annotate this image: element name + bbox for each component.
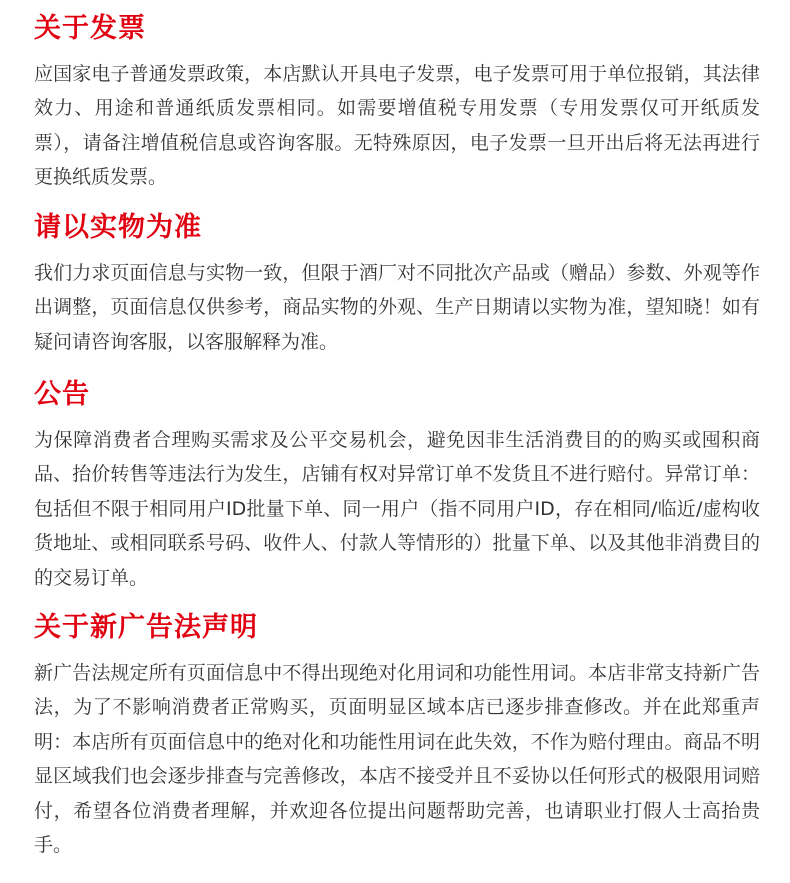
invoice-section xyxy=(34,12,760,195)
actual-product-section-body: 我们力求页面信息与实物一致，但限于酒厂对不同批次产品或（赠品）参数、外观等作出调整，页面信息仅供参考，商品实物的外观、生产日期请以实物为准，望知晓！如有疑问请咨询客服，以客服解释为准。 xyxy=(34,262,760,353)
actual-product-section-title: 请以实物为准 xyxy=(34,212,202,243)
announcement-section xyxy=(34,378,760,595)
ad-law-statement-section xyxy=(34,611,760,862)
ad-law-statement-section-title: 关于新广告法声明 xyxy=(34,612,258,643)
invoice-section-title: 关于发票 xyxy=(34,13,146,44)
ad-law-statement-section-body: 新广告法规定所有页面信息中不得出现绝对化用词和功能性用词。本店非常支持新广告法，为了不影响消费者正常购买，页面明显区域本店已逐步排查修改。并在此郑重声明：本店所有页面信息中的绝对化和功能性用词在此失效，不作为赔付理由。商品不明显区域我们也会逐步排查与完善修改，本店不接受并且不妥协以任何形式的极限用词赔付，希望各位消费者理解，并欢迎各位提出问题帮助完善，也请职业打假人士高抬贵手。 xyxy=(34,662,760,857)
invoice-section-body: 应国家电子普通发票政策，本店默认开具电子发票，电子发票可用于单位报销，其法律效力、用途和普通纸质发票相同。如需要增值税专用发票（专用发票仅可开纸质发票），请备注增值税信息或咨询客服。无特殊原因，电子发票一旦开出后将无法再进行更换纸质发票。 xyxy=(34,63,760,189)
actual-product-section xyxy=(34,211,760,359)
announcement-section-body: 为保障消费者合理购买需求及公平交易机会，避免因非生活消费目的的购买或囤积商品、抬价转售等违法行为发生，店铺有权对异常订单不发货且不进行赔付。异常订单：包括但不限于相同用户ID批量下单、同一用户（指不同用户ID，存在相同/临近/虚构收货地址、或相同联系号码、收件人、付款人等情形的）批量下单、以及其他非消费目的的交易订单。 xyxy=(34,429,760,589)
announcement-section-title: 公告 xyxy=(34,379,90,410)
